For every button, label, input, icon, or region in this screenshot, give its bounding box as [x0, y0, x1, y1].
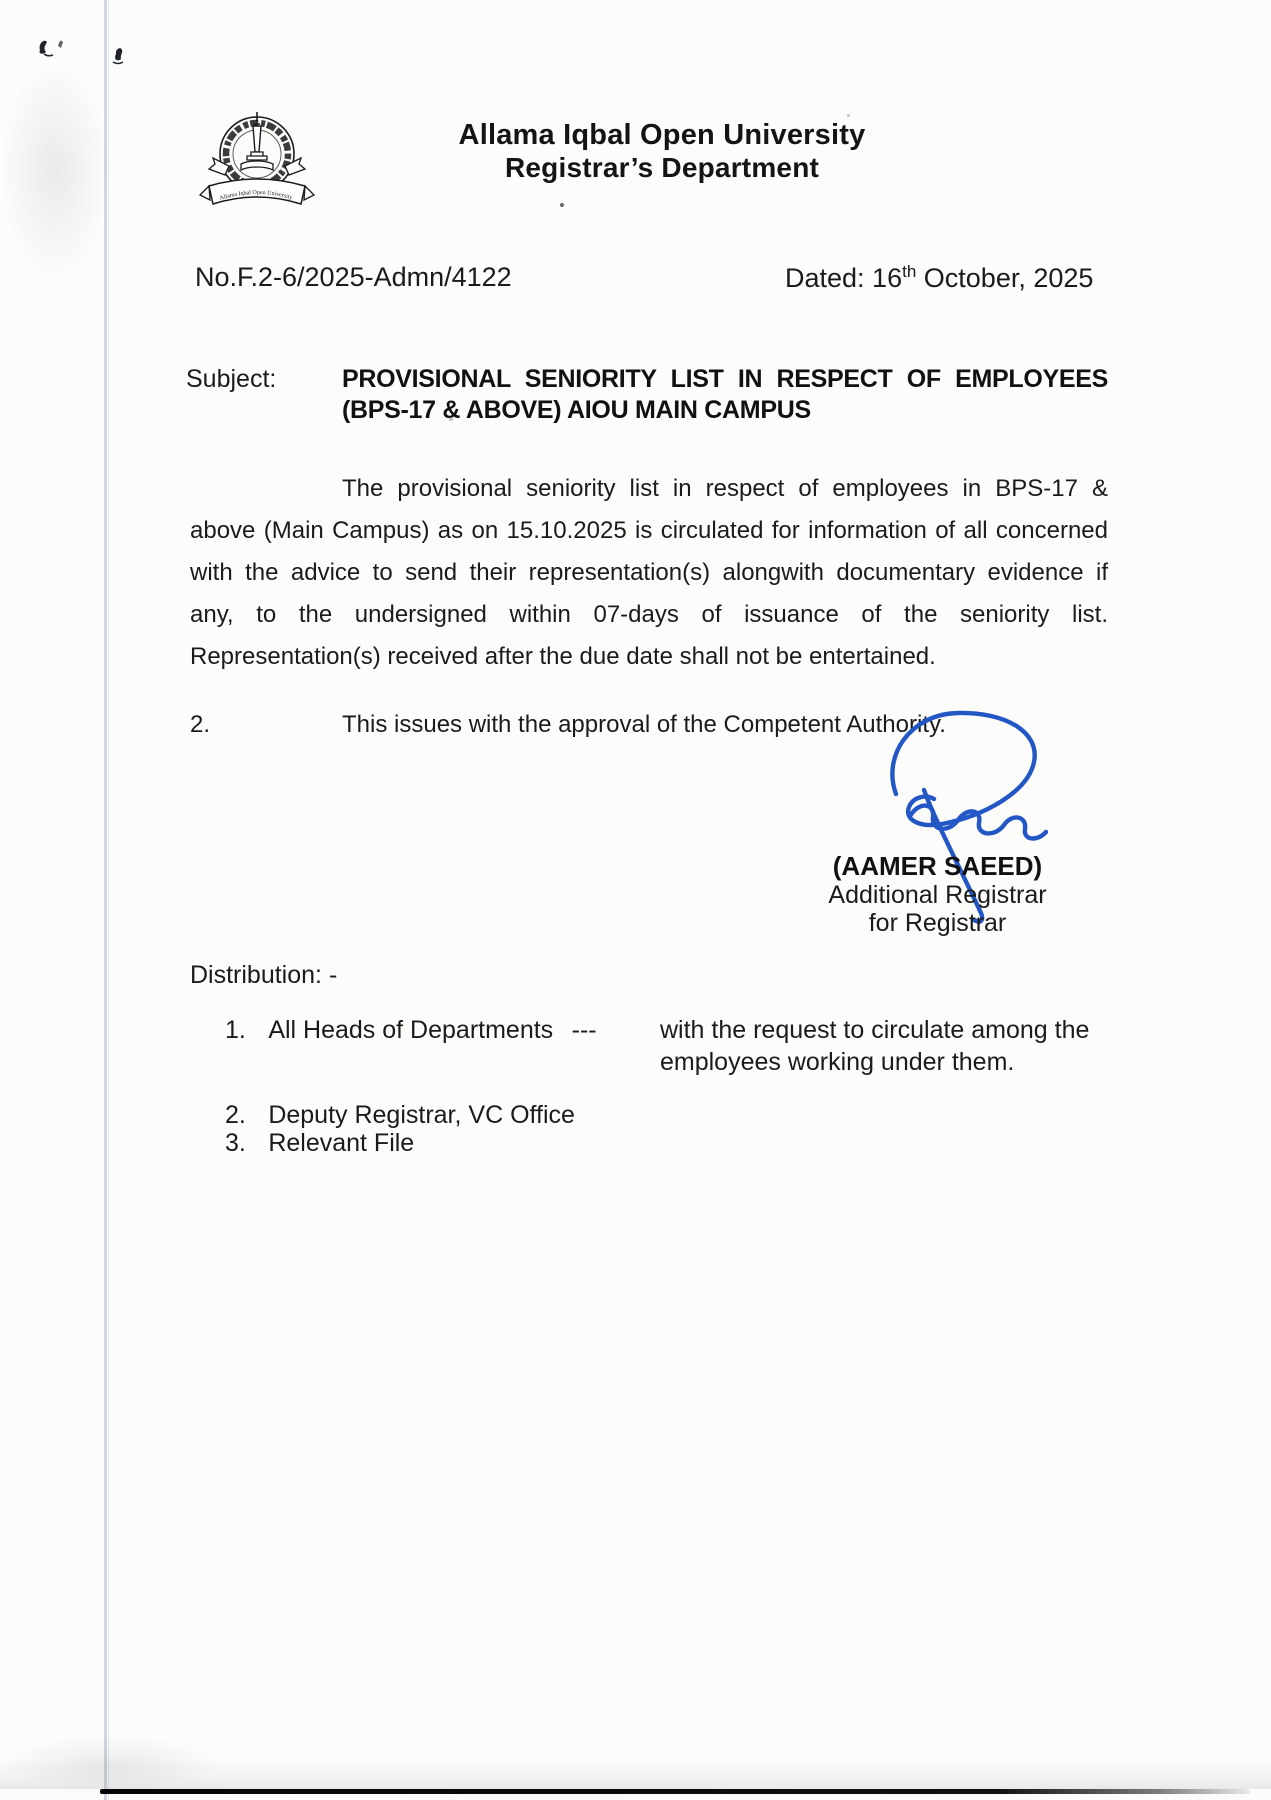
- para2-number: 2.: [190, 711, 211, 738]
- para1-line-3: with the advice to send their representation(s) alongwith documentary evidence if: [190, 559, 1108, 586]
- bottom-rule: [100, 1789, 1250, 1794]
- para2-text: This issues with the approval of the Competent Authority.: [342, 711, 946, 738]
- scan-speck: [449, 417, 453, 421]
- distribution-heading: Distribution: -: [190, 961, 338, 989]
- para1-line-2: above (Main Campus) as on 15.10.2025 is circulated for information of all concerned: [190, 517, 1108, 544]
- distribution-item-1: [225, 1016, 597, 1045]
- subject-line-2: (BPS-17 & ABOVE) AIOU MAIN CAMPUS: [342, 396, 811, 424]
- item-1-note-line-2: employees working under them.: [660, 1048, 1015, 1076]
- signatory-name: (AAMER SAEED): [832, 851, 1043, 881]
- reference-number: No.F.2-6/2025-Admn/4122: [195, 262, 512, 292]
- scan-speck: [560, 203, 564, 207]
- scan-speck: [847, 114, 850, 117]
- subject-label: Subject:: [186, 365, 277, 393]
- item-1-dashes: ---: [571, 1016, 597, 1044]
- org-title: Allama Iqbal Open University: [458, 119, 866, 151]
- scan-smudge: [0, 1735, 220, 1795]
- item-1-number: 1.: [225, 1016, 246, 1044]
- item-1-note-line-1: with the request to circulate among the: [660, 1016, 1090, 1044]
- item-2-number: 2.: [225, 1101, 246, 1129]
- item-2-text: Deputy Registrar, VC Office: [268, 1101, 575, 1129]
- para1-line-4: any, to the undersigned within 07-days of issuance of the seniority list.: [190, 601, 1108, 628]
- subject-line-1: PROVISIONAL SENIORITY LIST IN RESPECT OF EMPLOYEES: [342, 365, 1108, 393]
- scan-fold-line: [104, 0, 107, 1800]
- item-3-number: 3.: [225, 1129, 246, 1157]
- date-line: [785, 262, 1093, 294]
- scan-fold-line-highlight: [108, 0, 109, 1800]
- para1-line-5: Representation(s) received after the due date shall not be entertained.: [190, 643, 936, 670]
- logo-banner-text: Allama Iqbal Open University: [219, 189, 293, 202]
- distribution-item-2: [225, 1101, 575, 1130]
- dept-title: Registrar’s Department: [504, 152, 820, 183]
- item-1-text: All Heads of Departments: [268, 1016, 554, 1044]
- signatory-designation: Additional Registrar: [828, 881, 1047, 909]
- date-ordinal: th: [902, 262, 917, 281]
- signatory-for-line: for Registrar: [868, 909, 1007, 937]
- scan-smudge: [0, 60, 110, 280]
- para1-line-1: The provisional seniority list in respect of employees in BPS-17 &: [342, 475, 1108, 502]
- date-suffix: October, 2025: [916, 263, 1094, 293]
- date-prefix: Dated: 16: [785, 263, 903, 293]
- item-3-text: Relevant File: [268, 1129, 415, 1157]
- university-crest-logo: [197, 108, 317, 220]
- distribution-item-3: [225, 1129, 414, 1158]
